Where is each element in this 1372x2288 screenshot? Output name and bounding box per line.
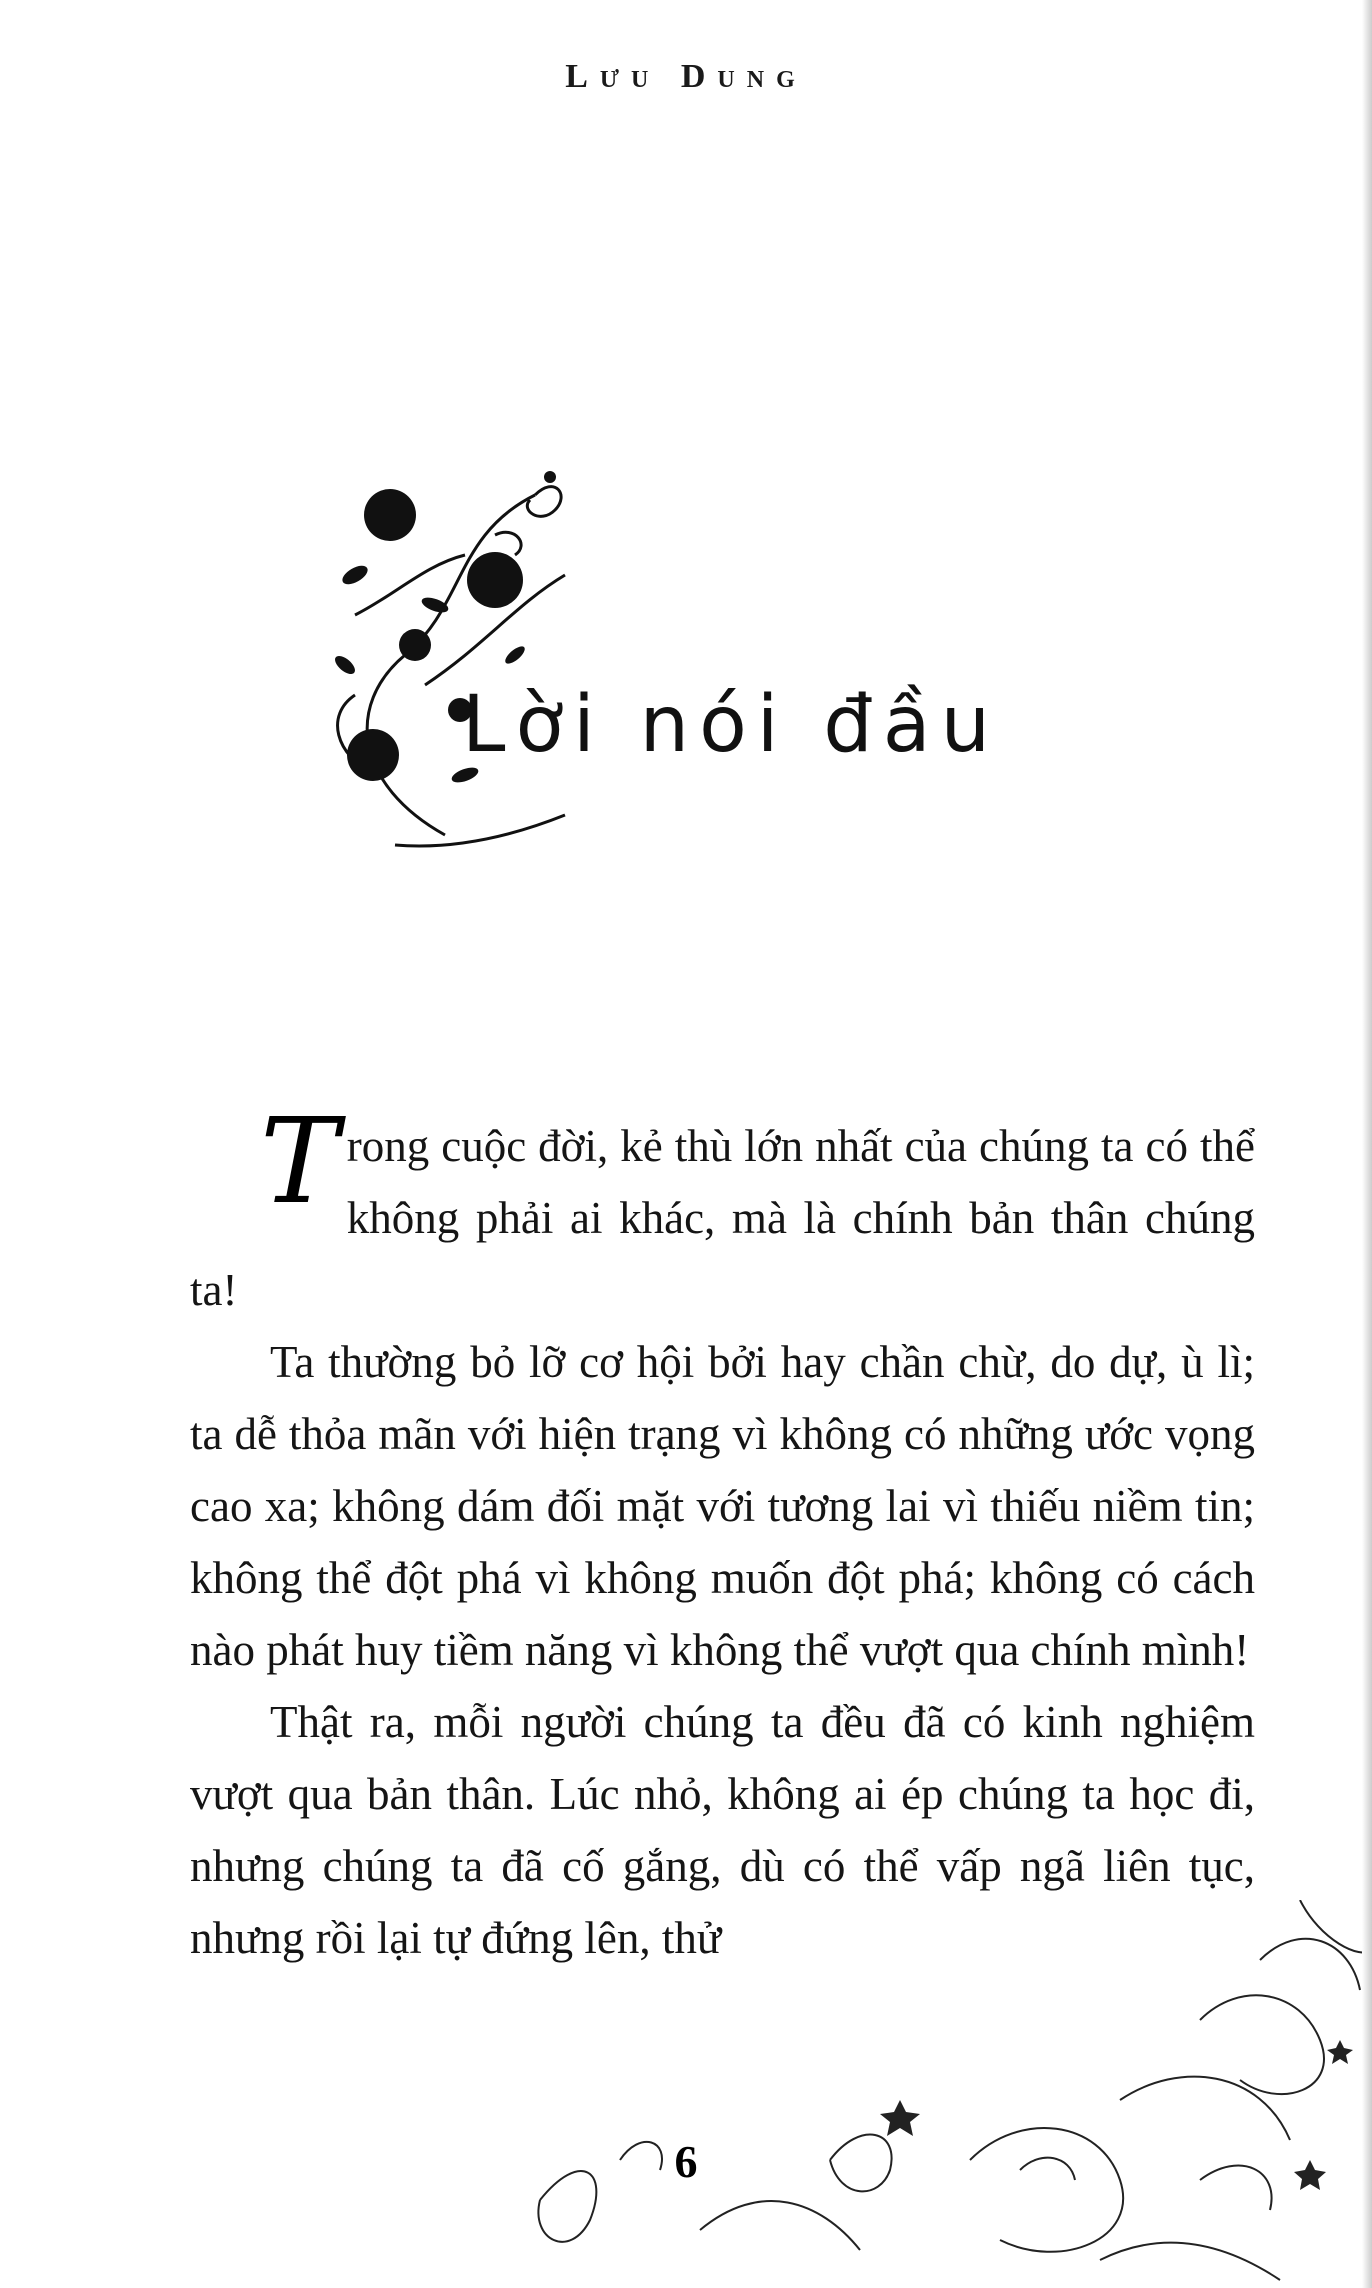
drop-cap: T [260,1092,339,1230]
body-text [190,1092,1255,1974]
floral-border-icon [500,1900,1372,2288]
paragraph-3: Thật ra, mỗi người chúng ta đều đã có kinh nghiệm vượt qua bản thân. Lúc nhỏ, không ai ép chúng ta học đi, nhưng chúng ta đã cố gắng, dù có thể vấp ngã liên tục, nhưng rồi lại tự đứng lên, thử [190,1697,1255,1963]
paragraph-2: Ta thường bỏ lỡ cơ hội bởi hay chần chừ, do dự, ù lì; ta dễ thỏa mãn với hiện trạng vì không có những ước vọng cao xa; không dám đối mặt với tương lai vì thiếu niềm tin; không thể đột phá vì không muốn đột phá; không có cách nào phát huy tiềm năng vì không thể vượt qua chính mình! [190,1337,1255,1675]
paragraph-1 [190,1092,1255,1326]
paragraph-1-text: rong cuộc đời, kẻ thù lớn nhất của chúng ta có thể không phải ai khác, mà là chính bản thân chúng ta! [190,1121,1255,1315]
page-number: 6 [674,2136,698,2187]
running-header: Lưu Dung [565,58,807,95]
page-edge [1362,0,1372,2288]
floral-ornament-icon [315,455,575,855]
chapter-title: Lời nói đầu [462,680,1001,770]
